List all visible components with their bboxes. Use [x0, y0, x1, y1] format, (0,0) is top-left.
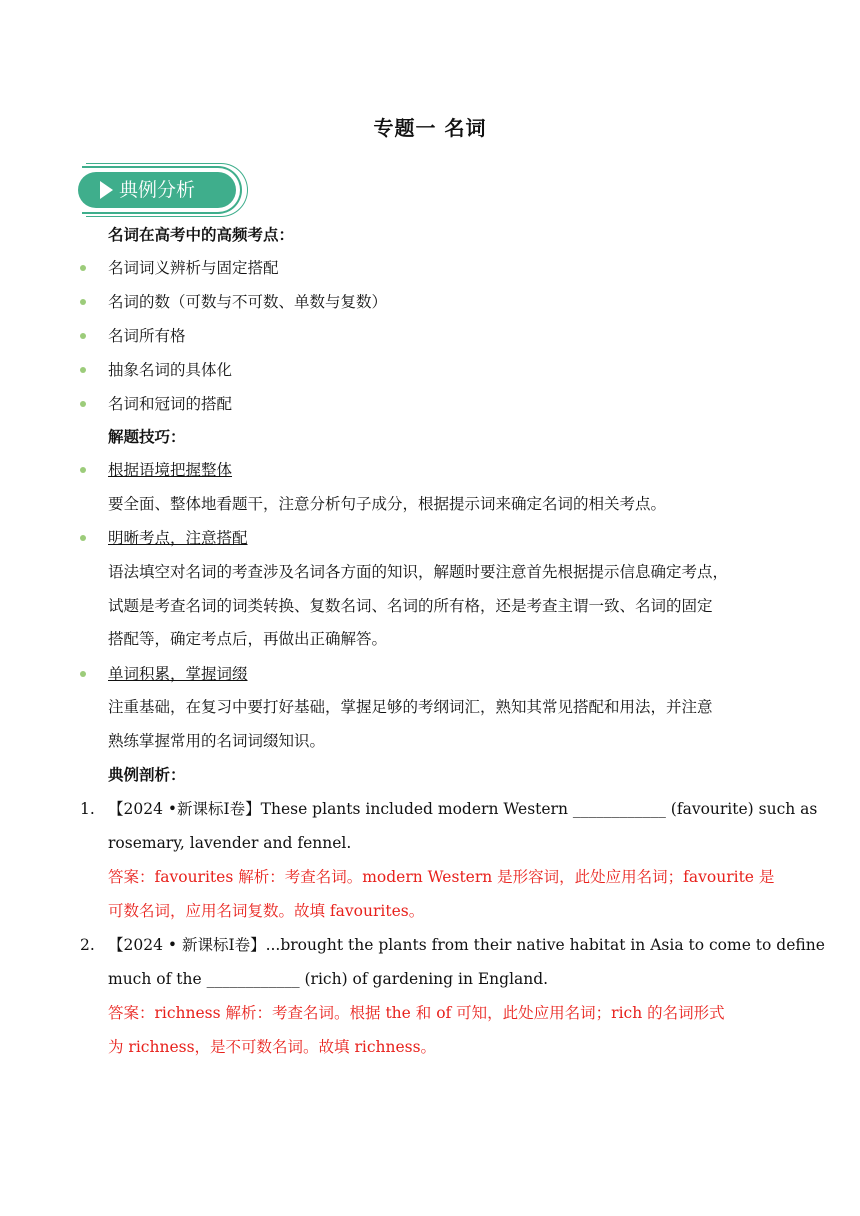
- example-question: much of the ____________ (rich) of gardening in England.: [108, 970, 549, 988]
- list-item: 名词的数（可数与不可数、单数与复数）: [108, 293, 388, 311]
- example-answer: 答案：favourites 解析：考查名词。modern Western 是形容词，此处应用名词；favourite 是: [108, 868, 775, 886]
- page-title: 专题一 名词: [373, 116, 487, 140]
- tip-text: 要全面、整体地看题干，注意分析句子成分，根据提示词来确定名词的相关考点。: [108, 495, 667, 513]
- example-question: 【2024 •新课标Ⅰ卷】These plants included modern Western ____________ (favourite) such as: [108, 800, 818, 818]
- bullet-icon: [80, 299, 86, 305]
- example-number: 1.: [80, 800, 95, 818]
- tip-title: 单词积累，掌握词缀: [108, 665, 248, 683]
- bullet-icon: [80, 265, 86, 271]
- bullet-icon: [80, 333, 86, 339]
- tip-title: 根据语境把握整体: [108, 461, 233, 479]
- bullet-icon: [80, 671, 86, 677]
- tip-title: 明晰考点，注意搭配: [108, 529, 248, 547]
- list-item: 名词所有格: [108, 327, 186, 345]
- list-item: 名词和冠词的搭配: [108, 395, 233, 413]
- tip-text: 注重基础，在复习中要打好基础，掌握足够的考纲词汇，熟知其常见搭配和用法，并注意: [108, 698, 713, 716]
- list-item: 抽象名词的具体化: [108, 361, 233, 379]
- example-number: 2.: [80, 936, 95, 954]
- example-answer: 为 richness，是不可数名词。故填 richness。: [108, 1038, 437, 1056]
- bullet-icon: [80, 401, 86, 407]
- section-banner: [78, 168, 248, 218]
- tip-text: 试题是考查名词的词类转换、复数名词、名词的所有格，还是考查主谓一致、名词的固定: [108, 597, 713, 615]
- bullet-icon: [80, 367, 86, 373]
- play-arrow-icon: [100, 181, 113, 199]
- banner-label: 典例分析: [119, 179, 196, 201]
- section-heading-examples: 典例剖析：: [108, 765, 186, 784]
- list-item: 名词词义辨析与固定搭配: [108, 259, 279, 277]
- bullet-icon: [80, 535, 86, 541]
- example-question: 【2024 • 新课标Ⅰ卷】...brought the plants from their native habitat in Asia to come to define: [108, 936, 825, 954]
- example-answer: 可数名词，应用名词复数。故填 favourites。: [108, 902, 425, 920]
- tip-text: 语法填空对名词的考查涉及名词各方面的知识，解题时要注意首先根据提示信息确定考点，: [108, 563, 729, 581]
- section-heading-key-points: 名词在高考中的高频考点：: [108, 225, 295, 244]
- section-heading-tips: 解题技巧：: [108, 427, 186, 446]
- tip-text: 熟练掌握常用的名词词缀知识。: [108, 732, 326, 750]
- example-question: rosemary, lavender and fennel.: [108, 834, 352, 852]
- bullet-icon: [80, 467, 86, 473]
- example-answer: 答案：richness 解析：考查名词。根据 the 和 of 可知，此处应用名词；rich 的名词形式: [108, 1004, 725, 1022]
- tip-text: 搭配等，确定考点后，再做出正确解答。: [108, 630, 388, 648]
